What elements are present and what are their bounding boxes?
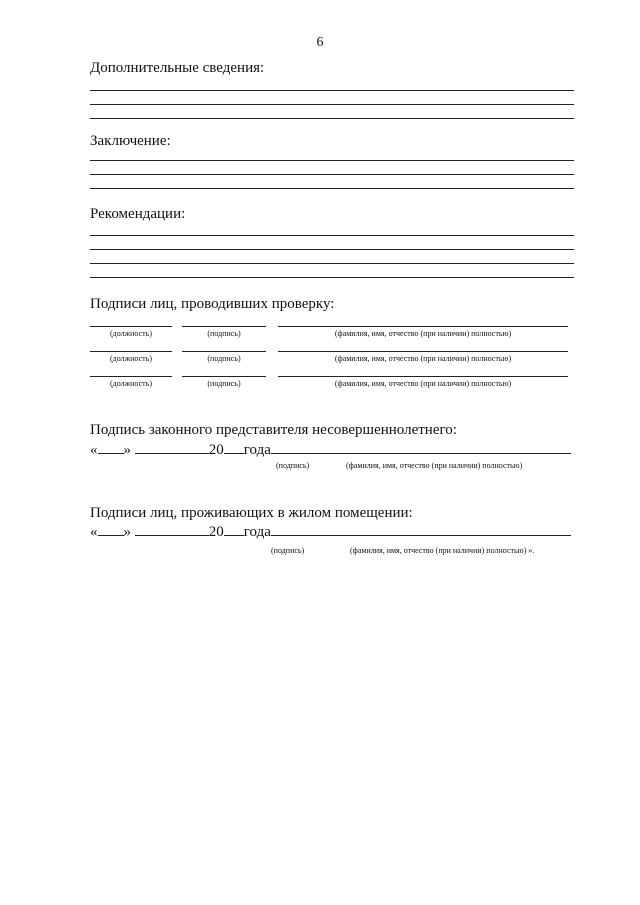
full-name-caption: (фамилия, имя, отчество (при наличии) полностью) xyxy=(278,376,568,388)
blank-line xyxy=(90,249,574,250)
conclusion-heading: Заключение: xyxy=(90,133,171,149)
signature-caption: (подпись) xyxy=(182,326,266,338)
signature-caption: (подпись) xyxy=(182,351,266,363)
position-caption: (должность) xyxy=(90,376,172,388)
blank-line xyxy=(90,104,574,105)
conclusion-lines xyxy=(90,160,574,202)
year-prefix: 20 xyxy=(208,524,224,540)
blank-line xyxy=(90,263,574,264)
residents-date-line xyxy=(90,523,571,541)
residents-name-caption: (фамилия, имя, отчество (при наличии) полностью) ». xyxy=(350,546,535,555)
position-caption: (должность) xyxy=(90,351,172,363)
blank-line xyxy=(90,118,574,119)
full-name-caption: (фамилия, имя, отчество (при наличии) полностью) xyxy=(278,326,568,338)
guardian-signature-heading: Подпись законного представителя несовершеннолетнего: xyxy=(90,422,457,438)
month-blank xyxy=(135,523,209,536)
inspector-signature-row xyxy=(90,326,574,340)
blank-line xyxy=(90,90,574,91)
page-number: 6 xyxy=(316,35,324,50)
blank-line xyxy=(90,160,574,161)
quote-open: « xyxy=(90,442,98,458)
year-suffix: года xyxy=(243,442,271,458)
inspector-signature-row xyxy=(90,351,574,365)
blank-line xyxy=(90,235,574,236)
residents-signature-heading: Подписи лиц, проживающих в жилом помещении: xyxy=(90,505,413,521)
year-blank xyxy=(224,441,244,454)
year-suffix: года xyxy=(243,524,271,540)
blank-line xyxy=(90,277,574,278)
year-prefix: 20 xyxy=(208,442,224,458)
month-blank xyxy=(135,441,209,454)
guardian-signature-caption: (подпись) xyxy=(276,461,310,470)
blank-line xyxy=(90,174,574,175)
inspector-signature-row xyxy=(90,376,574,390)
recommendations-lines xyxy=(90,235,574,291)
blank-line xyxy=(90,188,574,189)
year-blank xyxy=(224,523,244,536)
quote-close: » xyxy=(123,442,131,458)
additional-info-lines xyxy=(90,90,574,132)
guardian-date-line xyxy=(90,441,571,459)
full-name-caption: (фамилия, имя, отчество (при наличии) полностью) xyxy=(278,351,568,363)
day-blank xyxy=(98,441,124,454)
signature-blank xyxy=(271,441,571,454)
residents-signature-caption: (подпись) xyxy=(271,546,305,555)
recommendations-heading: Рекомендации: xyxy=(90,206,186,222)
quote-close: » xyxy=(123,524,131,540)
inspectors-signatures-heading: Подписи лиц, проводивших проверку: xyxy=(90,296,335,312)
signature-caption: (подпись) xyxy=(182,376,266,388)
day-blank xyxy=(98,523,124,536)
position-caption: (должность) xyxy=(90,326,172,338)
additional-info-heading: Дополнительные сведения: xyxy=(90,60,265,76)
guardian-name-caption: (фамилия, имя, отчество (при наличии) полностью) xyxy=(346,461,523,470)
signature-blank xyxy=(271,523,571,536)
quote-open: « xyxy=(90,524,98,540)
